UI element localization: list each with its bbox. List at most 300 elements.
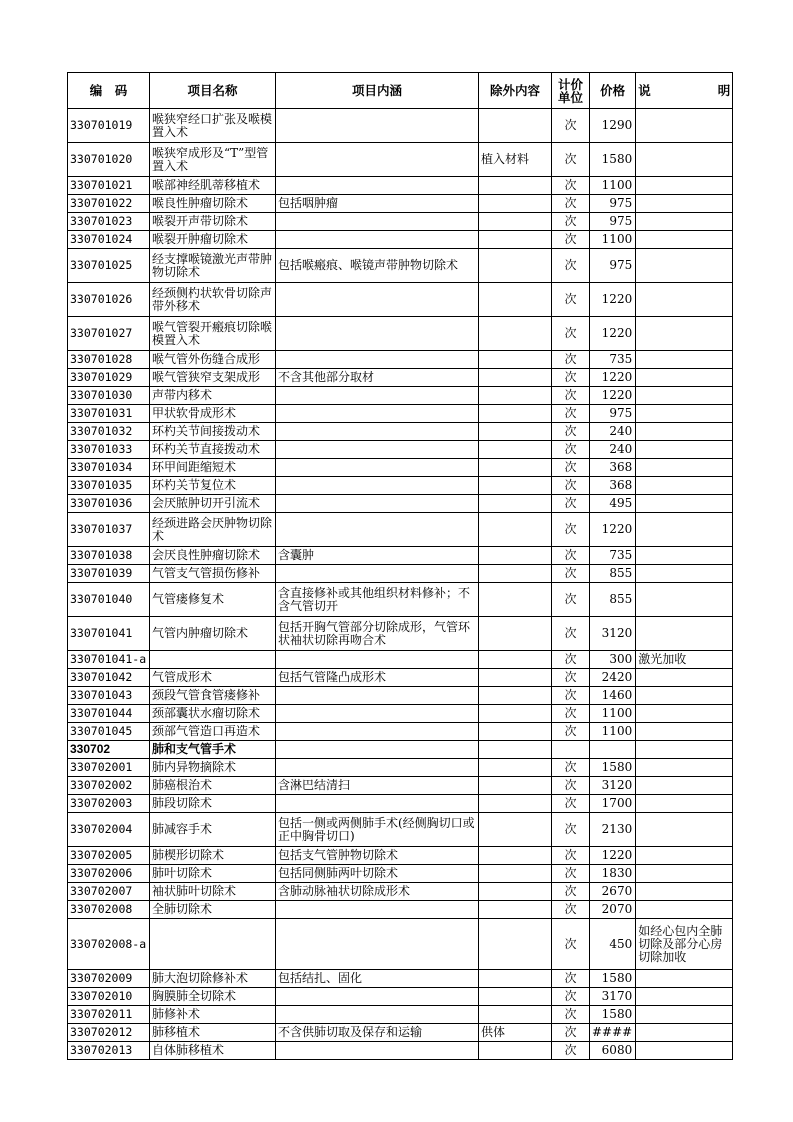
cell-unit: 次: [552, 705, 590, 723]
cell-exclude: [479, 741, 552, 759]
table-row: [68, 651, 733, 669]
cell-name: 声带内移术: [150, 387, 276, 405]
cell-price: 3120: [590, 617, 636, 651]
cell-unit: 次: [552, 351, 590, 369]
cell-desc: 激光加收: [636, 651, 733, 669]
cell-unit: 次: [552, 369, 590, 387]
cell-code: 330701045: [68, 723, 150, 741]
cell-exclude: [479, 901, 552, 919]
cell-desc: [636, 741, 733, 759]
header-content: 项目内涵: [276, 73, 479, 109]
cell-unit: 次: [552, 759, 590, 777]
table-row: [68, 109, 733, 143]
cell-desc: [636, 777, 733, 795]
cell-desc: [636, 477, 733, 495]
cell-price: 1220: [590, 317, 636, 351]
cell-unit: 次: [552, 387, 590, 405]
cell-name: 经颈侧杓状软骨切除声带外移术: [150, 283, 276, 317]
cell-price: 1100: [590, 705, 636, 723]
cell-code: 330701044: [68, 705, 150, 723]
cell-exclude: [479, 1006, 552, 1024]
cell-unit: 次: [552, 459, 590, 477]
cell-exclude: [479, 651, 552, 669]
cell-desc: [636, 459, 733, 477]
cell-name: 气管支气管损伤修补: [150, 565, 276, 583]
cell-content: [276, 441, 479, 459]
cell-price: 6080: [590, 1042, 636, 1060]
cell-code: 330701026: [68, 283, 150, 317]
cell-unit: 次: [552, 441, 590, 459]
cell-code: 330701035: [68, 477, 150, 495]
cell-unit: 次: [552, 988, 590, 1006]
cell-name: 肺楔形切除术: [150, 847, 276, 865]
cell-name: 喉气管外伤缝合成形: [150, 351, 276, 369]
cell-content: [276, 405, 479, 423]
cell-unit: 次: [552, 477, 590, 495]
table-row: [68, 919, 733, 970]
table-row: [68, 759, 733, 777]
cell-content: [276, 231, 479, 249]
cell-code: 330701033: [68, 441, 150, 459]
cell-name: 喉裂开肿瘤切除术: [150, 231, 276, 249]
cell-code: 330701038: [68, 547, 150, 565]
table-row: [68, 583, 733, 617]
table-row: [68, 423, 733, 441]
cell-content: [276, 1006, 479, 1024]
cell-name: 肺大泡切除修补术: [150, 970, 276, 988]
cell-code: 330701032: [68, 423, 150, 441]
cell-code: 330702007: [68, 883, 150, 901]
cell-price: 1290: [590, 109, 636, 143]
cell-price: [590, 741, 636, 759]
cell-price: 735: [590, 547, 636, 565]
cell-price: ####: [590, 1024, 636, 1042]
cell-desc: [636, 1006, 733, 1024]
cell-price: 2670: [590, 883, 636, 901]
cell-price: 368: [590, 459, 636, 477]
table-row: [68, 1042, 733, 1060]
table-row: [68, 970, 733, 988]
table-row: [68, 317, 733, 351]
cell-name: 会厌良性肿瘤切除术: [150, 547, 276, 565]
cell-name: 喉裂开声带切除术: [150, 213, 276, 231]
cell-content: [276, 477, 479, 495]
cell-code: 330702010: [68, 988, 150, 1006]
cell-content: [276, 351, 479, 369]
cell-unit: 次: [552, 883, 590, 901]
cell-name: 喉狭窄成形及“T”型管置入术: [150, 143, 276, 177]
cell-code: 330701023: [68, 213, 150, 231]
cell-code: 330701042: [68, 669, 150, 687]
cell-content: 包括一侧或两侧肺手术(经侧胸切口或正中胸骨切口): [276, 813, 479, 847]
cell-price: 975: [590, 195, 636, 213]
cell-unit: 次: [552, 1042, 590, 1060]
cell-desc: 如经心包内全肺切除及部分心房切除加收: [636, 919, 733, 970]
table-row: [68, 195, 733, 213]
cell-content: 包括气管隆凸成形术: [276, 669, 479, 687]
cell-code: 330702001: [68, 759, 150, 777]
cell-desc: [636, 583, 733, 617]
cell-price: 1220: [590, 847, 636, 865]
cell-exclude: [479, 195, 552, 213]
cell-desc: [636, 759, 733, 777]
cell-name: 环杓关节间接拨动术: [150, 423, 276, 441]
cell-name: 胸膜肺全切除术: [150, 988, 276, 1006]
cell-price: 1220: [590, 369, 636, 387]
cell-unit: 次: [552, 213, 590, 231]
cell-content: [276, 919, 479, 970]
cell-name: 肺段切除术: [150, 795, 276, 813]
cell-exclude: [479, 351, 552, 369]
cell-content: 包括咽肿瘤: [276, 195, 479, 213]
cell-name: [150, 651, 276, 669]
cell-content: 不含其他部分取材: [276, 369, 479, 387]
cell-name: 肺修补术: [150, 1006, 276, 1024]
cell-desc: [636, 231, 733, 249]
cell-code: 330702002: [68, 777, 150, 795]
cell-code: 330702008-a: [68, 919, 150, 970]
cell-price: 1580: [590, 143, 636, 177]
table-row: [68, 988, 733, 1006]
cell-exclude: [479, 759, 552, 777]
cell-desc: [636, 723, 733, 741]
cell-exclude: 供体: [479, 1024, 552, 1042]
cell-content: [276, 387, 479, 405]
cell-price: 368: [590, 477, 636, 495]
cell-unit: 次: [552, 565, 590, 583]
cell-price: 975: [590, 213, 636, 231]
cell-content: [276, 109, 479, 143]
cell-price: 495: [590, 495, 636, 513]
cell-unit: 次: [552, 795, 590, 813]
table-row: [68, 283, 733, 317]
cell-code: 330701019: [68, 109, 150, 143]
header-name: 项目名称: [150, 73, 276, 109]
cell-unit: 次: [552, 813, 590, 847]
cell-content: 包括支气管肿物切除术: [276, 847, 479, 865]
cell-name: 全肺切除术: [150, 901, 276, 919]
cell-exclude: [479, 249, 552, 283]
cell-price: 1700: [590, 795, 636, 813]
cell-unit: 次: [552, 919, 590, 970]
table-row: [68, 213, 733, 231]
cell-unit: 次: [552, 970, 590, 988]
table-row: [68, 669, 733, 687]
cell-content: [276, 651, 479, 669]
cell-content: [276, 513, 479, 547]
table-row: [68, 777, 733, 795]
cell-exclude: [479, 231, 552, 249]
table-row: [68, 351, 733, 369]
table-row: [68, 547, 733, 565]
cell-unit: 次: [552, 405, 590, 423]
header-exclude: 除外内容: [479, 73, 552, 109]
cell-unit: 次: [552, 177, 590, 195]
cell-price: 2420: [590, 669, 636, 687]
cell-code: 330701043: [68, 687, 150, 705]
cell-desc: [636, 795, 733, 813]
cell-exclude: [479, 865, 552, 883]
cell-name: 甲状软骨成形术: [150, 405, 276, 423]
cell-name: 颈部囊状水瘤切除术: [150, 705, 276, 723]
cell-code: 330701029: [68, 369, 150, 387]
cell-exclude: [479, 387, 552, 405]
cell-name: 袖状肺叶切除术: [150, 883, 276, 901]
cell-unit: 次: [552, 109, 590, 143]
table-header: [68, 73, 733, 109]
cell-desc: [636, 195, 733, 213]
cell-name: 喉气管裂开瘢痕切除喉模置入术: [150, 317, 276, 351]
cell-code: 330702009: [68, 970, 150, 988]
cell-name: 会厌脓肿切开引流术: [150, 495, 276, 513]
cell-unit: 次: [552, 651, 590, 669]
table-row: [68, 795, 733, 813]
cell-name: 经支撑喉镜激光声带肿物切除术: [150, 249, 276, 283]
cell-unit: 次: [552, 1006, 590, 1024]
cell-exclude: [479, 883, 552, 901]
cell-exclude: [479, 369, 552, 387]
cell-name: [150, 919, 276, 970]
cell-unit: 次: [552, 283, 590, 317]
cell-content: [276, 143, 479, 177]
cell-exclude: [479, 687, 552, 705]
table-row: [68, 1006, 733, 1024]
cell-desc: [636, 970, 733, 988]
cell-exclude: [479, 988, 552, 1006]
cell-desc: [636, 813, 733, 847]
cell-code: 330702004: [68, 813, 150, 847]
cell-content: 含直接修补或其他组织材料修补；不含气管切开: [276, 583, 479, 617]
cell-desc: [636, 283, 733, 317]
cell-code: 330701030: [68, 387, 150, 405]
cell-content: [276, 901, 479, 919]
cell-exclude: [479, 565, 552, 583]
cell-exclude: [479, 513, 552, 547]
cell-exclude: [479, 423, 552, 441]
cell-code: 330701040: [68, 583, 150, 617]
cell-desc: [636, 1042, 733, 1060]
cell-exclude: [479, 777, 552, 795]
table-body: [68, 109, 733, 1060]
cell-desc: [636, 317, 733, 351]
cell-name: 喉气管狭窄支架成形: [150, 369, 276, 387]
cell-name: 环杓关节复位术: [150, 477, 276, 495]
cell-desc: [636, 369, 733, 387]
table-row: [68, 387, 733, 405]
cell-exclude: [479, 617, 552, 651]
cell-content: [276, 687, 479, 705]
cell-price: 975: [590, 405, 636, 423]
cell-code: 330701037: [68, 513, 150, 547]
cell-unit: 次: [552, 317, 590, 351]
cell-name: 自体肺移植术: [150, 1042, 276, 1060]
table-row: [68, 901, 733, 919]
cell-exclude: [479, 317, 552, 351]
cell-desc: [636, 705, 733, 723]
cell-name: 肺内异物摘除术: [150, 759, 276, 777]
header-price: 价格: [590, 73, 636, 109]
cell-code: 330702005: [68, 847, 150, 865]
header-code: 编 码: [68, 73, 150, 109]
cell-code: 330702003: [68, 795, 150, 813]
cell-exclude: [479, 813, 552, 847]
table-row: [68, 723, 733, 741]
table-row: [68, 1024, 733, 1042]
section-row: [68, 741, 733, 759]
cell-name: 肺叶切除术: [150, 865, 276, 883]
cell-content: [276, 317, 479, 351]
cell-price: 240: [590, 423, 636, 441]
cell-unit: 次: [552, 583, 590, 617]
header-desc-label: 说 明: [638, 83, 731, 98]
cell-price: 2130: [590, 813, 636, 847]
cell-content: [276, 565, 479, 583]
cell-desc: [636, 495, 733, 513]
cell-unit: 次: [552, 195, 590, 213]
cell-name: 喉良性肿瘤切除术: [150, 195, 276, 213]
table-row: [68, 813, 733, 847]
cell-code: 330701034: [68, 459, 150, 477]
cell-exclude: [479, 723, 552, 741]
cell-content: [276, 741, 479, 759]
cell-name: 气管成形术: [150, 669, 276, 687]
cell-code: 330701041: [68, 617, 150, 651]
table-row: [68, 883, 733, 901]
cell-content: 含囊肿: [276, 547, 479, 565]
table-row: [68, 617, 733, 651]
cell-unit: 次: [552, 249, 590, 283]
cell-price: 735: [590, 351, 636, 369]
table-row: [68, 369, 733, 387]
cell-content: 包括同侧肺两叶切除术: [276, 865, 479, 883]
table-row: [68, 459, 733, 477]
cell-content: [276, 213, 479, 231]
cell-content: 包括喉瘢痕、喉镜声带肿物切除术: [276, 249, 479, 283]
table-row: [68, 249, 733, 283]
cell-price: 855: [590, 583, 636, 617]
cell-exclude: [479, 109, 552, 143]
cell-exclude: [479, 477, 552, 495]
price-table: [67, 72, 733, 1060]
cell-price: 1220: [590, 387, 636, 405]
cell-desc: [636, 669, 733, 687]
cell-code: 330702013: [68, 1042, 150, 1060]
table-row: [68, 565, 733, 583]
cell-content: [276, 759, 479, 777]
cell-content: [276, 423, 479, 441]
cell-name: 颈部气管造口再造术: [150, 723, 276, 741]
cell-exclude: [479, 459, 552, 477]
cell-unit: 次: [552, 513, 590, 547]
cell-desc: [636, 249, 733, 283]
table-row: [68, 865, 733, 883]
cell-unit: 次: [552, 687, 590, 705]
cell-name: 环甲间距缩短术: [150, 459, 276, 477]
header-desc: [636, 73, 733, 109]
cell-price: 1100: [590, 723, 636, 741]
cell-price: 3120: [590, 777, 636, 795]
cell-desc: [636, 617, 733, 651]
cell-price: 975: [590, 249, 636, 283]
cell-code: 330701041-a: [68, 651, 150, 669]
cell-desc: [636, 143, 733, 177]
cell-code: 330702012: [68, 1024, 150, 1042]
cell-content: [276, 1042, 479, 1060]
cell-code: 330701020: [68, 143, 150, 177]
cell-unit: 次: [552, 847, 590, 865]
cell-price: 1580: [590, 970, 636, 988]
table-row: [68, 687, 733, 705]
cell-code: 330701028: [68, 351, 150, 369]
cell-desc: [636, 405, 733, 423]
cell-content: 含淋巴结清扫: [276, 777, 479, 795]
cell-price: 240: [590, 441, 636, 459]
cell-content: [276, 495, 479, 513]
cell-content: [276, 705, 479, 723]
cell-code: 330701025: [68, 249, 150, 283]
cell-code: 330702: [68, 741, 150, 759]
table-row: [68, 495, 733, 513]
cell-exclude: [479, 283, 552, 317]
cell-desc: [636, 687, 733, 705]
cell-desc: [636, 901, 733, 919]
cell-code: 330702006: [68, 865, 150, 883]
header-unit: 计价单位: [552, 73, 590, 109]
table-row: [68, 477, 733, 495]
cell-price: 1220: [590, 513, 636, 547]
cell-price: 1830: [590, 865, 636, 883]
cell-name: 颈段气管食管瘘修补: [150, 687, 276, 705]
cell-name: 喉狭窄经口扩张及喉模置入术: [150, 109, 276, 143]
cell-content: 不含供肺切取及保存和运输: [276, 1024, 479, 1042]
cell-exclude: [479, 970, 552, 988]
cell-unit: 次: [552, 865, 590, 883]
cell-content: [276, 795, 479, 813]
cell-exclude: [479, 547, 552, 565]
cell-price: 1100: [590, 231, 636, 249]
cell-content: [276, 177, 479, 195]
cell-desc: [636, 547, 733, 565]
cell-desc: [636, 109, 733, 143]
cell-unit: 次: [552, 1024, 590, 1042]
cell-unit: 次: [552, 547, 590, 565]
cell-desc: [636, 865, 733, 883]
cell-content: 包括结扎、固化: [276, 970, 479, 988]
cell-unit: 次: [552, 723, 590, 741]
cell-name: 肺移植术: [150, 1024, 276, 1042]
cell-price: 1460: [590, 687, 636, 705]
cell-unit: 次: [552, 143, 590, 177]
cell-name: 气管内肿瘤切除术: [150, 617, 276, 651]
table-row: [68, 231, 733, 249]
cell-name: 肺减容手术: [150, 813, 276, 847]
cell-code: 330702008: [68, 901, 150, 919]
cell-name: 气管瘘修复术: [150, 583, 276, 617]
cell-desc: [636, 1024, 733, 1042]
cell-name: 肺癌根治术: [150, 777, 276, 795]
cell-exclude: [479, 1042, 552, 1060]
cell-name: 肺和支气管手术: [150, 741, 276, 759]
cell-desc: [636, 351, 733, 369]
cell-unit: 次: [552, 777, 590, 795]
table-row: [68, 143, 733, 177]
cell-exclude: [479, 441, 552, 459]
cell-unit: 次: [552, 901, 590, 919]
cell-price: 1580: [590, 1006, 636, 1024]
table-row: [68, 513, 733, 547]
cell-unit: 次: [552, 669, 590, 687]
cell-code: 330701027: [68, 317, 150, 351]
